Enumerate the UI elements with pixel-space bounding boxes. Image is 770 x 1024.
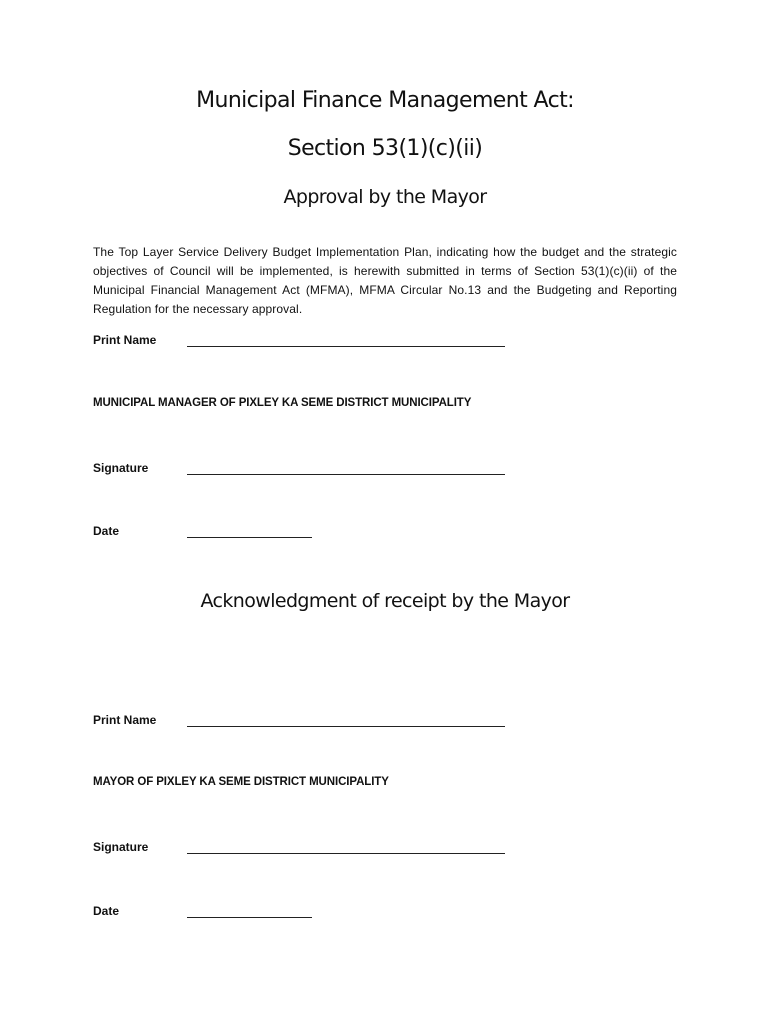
ack-date-field[interactable] <box>187 917 312 918</box>
approval-date-label: Date <box>93 524 120 538</box>
approval-signature-label: Signature <box>93 461 149 475</box>
approval-role: MUNICIPAL MANAGER OF PIXLEY KA SEME DISTRICT MUNICIPALITY <box>93 397 472 409</box>
approval-date-field[interactable] <box>187 537 312 538</box>
acknowledgment-heading: Acknowledgment of receipt by the Mayor <box>200 590 570 612</box>
section-reference: Section 53(1)(c)(ii) <box>287 136 483 161</box>
ack-signature-label: Signature <box>93 840 149 854</box>
ack-print-name-label: Print Name <box>93 713 157 727</box>
submission-paragraph: The Top Layer Service Delivery Budget Implementation Plan, indicating how the budget and the strategic objectives of Council will be implemented, is herewith submitted in terms of Section 53(1)(c)(ii) of the Municipal Financial Management Act (MFMA), MFMA Circular No.13 and the Budgeting and Reporting Regulation for the necessary approval. <box>93 245 677 316</box>
ack-role: MAYOR OF PIXLEY KA SEME DISTRICT MUNICIPALITY <box>93 776 389 788</box>
approval-print-name-field[interactable] <box>187 346 505 347</box>
document-title: Municipal Finance Management Act: <box>196 88 574 113</box>
ack-signature-field[interactable] <box>187 853 505 854</box>
ack-print-name-field[interactable] <box>187 726 505 727</box>
ack-date-label: Date <box>93 904 120 918</box>
approval-heading: Approval by the Mayor <box>283 186 487 208</box>
approval-signature-field[interactable] <box>187 474 505 475</box>
approval-print-name-label: Print Name <box>93 333 157 347</box>
